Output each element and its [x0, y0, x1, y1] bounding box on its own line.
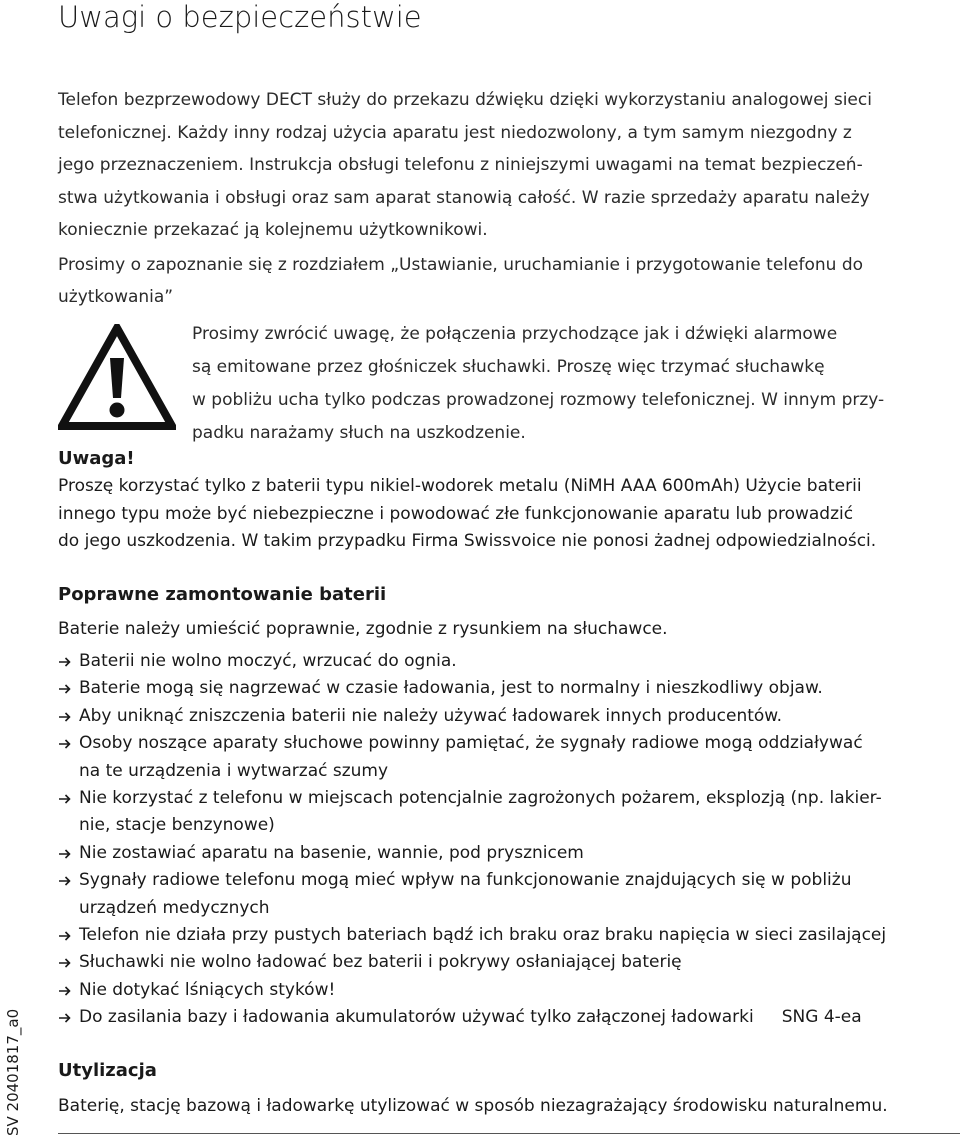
hearing-warning — [58, 318, 960, 452]
arrow-right-icon — [58, 711, 72, 723]
warning-triangle-icon — [58, 324, 176, 430]
intro-line: telefonicznej. Każdy inny rodzaj użycia aparatu jest niedozwolony, a tym samym niezgodny z — [58, 122, 852, 143]
list-item-text: na te urządzenia i wytwarzać szumy — [79, 760, 389, 781]
caution-line: Proszę korzystać tylko z baterii typu nikiel-wodorek metalu (NiMH AAA 600mAh) Użycie baterii — [58, 476, 862, 496]
list-item-text: Słuchawki nie wolno ładować bez baterii i pokrywy osłaniającej baterię — [79, 952, 682, 973]
list-item-text: Sygnały radiowe telefonu mogą mieć wpływ na funkcjonowanie znajdujących się w pobliżu — [79, 870, 852, 891]
charger-model: SNG 4-ea — [781, 1007, 862, 1028]
list-item-text: Do zasilania bazy i ładowania akumulatorów używać tylko załączonej ładowarki — [79, 1007, 754, 1028]
list-item-text: Baterie mogą się nagrzewać w czasie ładowania, jest to normalny i nieszkodliwy objaw. — [79, 678, 823, 699]
disposal-heading: Utylizacja — [58, 1060, 157, 1081]
reference-line: użytkowania” — [58, 287, 174, 307]
list-item-text: Nie korzystać z telefonu w miejscach potencjalnie zagrożonych pożarem, eksplozją (np. lakier- — [79, 788, 882, 809]
list-item — [58, 949, 960, 976]
arrow-right-icon — [58, 848, 72, 860]
caution-line: innego typu może być niebezpieczne i powodować złe funkcjonowanie aparatu lub prowadzić — [58, 503, 854, 524]
warning-line: padku narażamy słuch na uszkodzenie. — [192, 423, 526, 443]
list-item — [58, 1004, 960, 1031]
intro-line: koniecznie przekazać ją kolejnemu użytkownikowi. — [58, 220, 488, 240]
intro-line: Telefon bezprzewodowy DECT służy do przekazu dźwięku dzięki wykorzystaniu analogowej sieci — [58, 90, 872, 110]
caution-line: do jego uszkodzenia. W takim przypadku Firma Swissvoice nie ponosi żadnej odpowiedzialności. — [58, 531, 877, 551]
bottom-rule — [58, 1133, 960, 1134]
list-item-text: Nie zostawiać aparatu na basenie, wannie, pod prysznicem — [79, 842, 584, 863]
list-item — [58, 675, 960, 702]
warning-line: są emitowane przez głośniczek słuchawki. Proszę więc trzymać słuchawkę — [192, 357, 825, 377]
arrow-right-icon — [58, 985, 72, 997]
battery-section-heading: Poprawne zamontowanie baterii — [58, 584, 387, 605]
list-item-text: Aby uniknąć zniszczenia baterii nie należy używać ładowarek innych producentów. — [79, 705, 783, 726]
list-item — [58, 730, 960, 785]
document-code: SV 20401817_a0 — [4, 1008, 22, 1136]
warning-line: w pobliżu ucha tylko podczas prowadzonej rozmowy telefonicznej. W innym przy- — [192, 390, 885, 410]
arrow-right-icon — [58, 1012, 72, 1024]
list-item-text: urządzeń medycznych — [79, 897, 270, 918]
list-item — [58, 785, 960, 840]
arrow-right-icon — [58, 656, 72, 668]
caution-label: Uwaga! — [58, 448, 135, 469]
list-item-text: Baterii nie wolno moczyć, wrzucać do ognia. — [79, 651, 457, 671]
intro-line: jego przeznaczeniem. Instrukcja obsługi telefonu z niniejszymi uwagami na temat bezpieczeń- — [58, 155, 863, 175]
arrow-right-icon — [58, 738, 72, 750]
list-item-text: Osoby noszące aparaty słuchowe powinny pamiętać, że sygnały radiowe mogą oddziaływać — [79, 733, 863, 754]
battery-bullet-list — [58, 648, 960, 1032]
arrow-right-icon — [58, 683, 72, 695]
arrow-right-icon — [58, 930, 72, 942]
list-item — [58, 840, 960, 867]
reference-line: Prosimy o zapoznanie się z rozdziałem „Ustawianie, uruchamianie i przygotowanie telefonu do — [58, 254, 864, 275]
disposal-text: Baterię, stację bazową i ładowarkę utylizować w sposób niezagrażający środowisku naturalnemu. — [58, 1096, 888, 1116]
arrow-right-icon — [58, 957, 72, 969]
list-item — [58, 922, 960, 949]
caution-paragraph — [58, 473, 958, 556]
page-title: Uwagi o bezpieczeństwie — [58, 0, 422, 34]
list-item-text: Telefon nie działa przy pustych bateriach bądź ich braku oraz braku napięcia w sieci zasilającej — [79, 925, 887, 946]
list-item — [58, 648, 960, 675]
battery-intro: Baterie należy umieścić poprawnie, zgodnie z rysunkiem na słuchawce. — [58, 619, 668, 639]
list-item — [58, 703, 960, 730]
list-item-text: Nie dotykać lśniących styków! — [79, 979, 336, 1000]
list-item — [58, 977, 960, 1004]
intro-paragraph — [58, 84, 958, 314]
list-item — [58, 867, 960, 922]
list-item-text: nie, stacje benzynowe) — [79, 815, 275, 836]
arrow-right-icon — [58, 875, 72, 887]
intro-line: stwa użytkowania i obsługi oraz sam aparat stanowią całość. W razie sprzedaży aparatu należy — [58, 187, 870, 208]
arrow-right-icon — [58, 793, 72, 805]
warning-line: Prosimy zwrócić uwagę, że połączenia przychodzące jak i dźwięki alarmowe — [192, 324, 838, 344]
